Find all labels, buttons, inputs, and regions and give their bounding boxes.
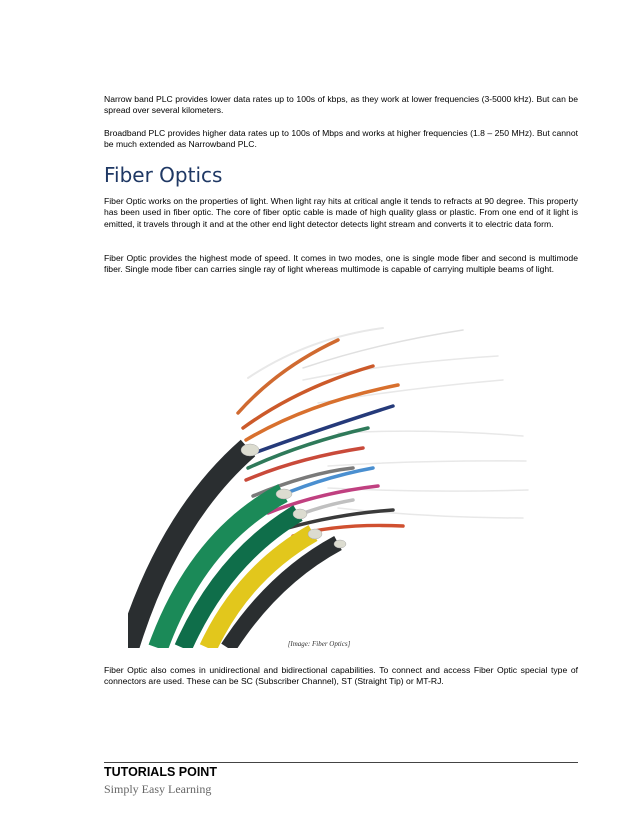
paragraph-fiber-modes: Fiber Optic provides the highest mode of speed. It comes in two modes, one is single mode fiber and second is multimode fiber. Single mode fiber can carries single ray of light whereas multimode is capable of carrying multiple beams of light. (104, 253, 578, 275)
fiber-optic-cable-image (128, 318, 560, 648)
figure-caption: [Image: Fiber Optics] (287, 640, 351, 648)
paragraph-fiber-connectors: Fiber Optic also comes in unidirectional and bidirectional capabilities. To connect and access Fiber Optic special type of connectors are used. These can be SC (Subscriber Channel), ST (Straight Tip) or MT-RJ. (104, 665, 578, 687)
footer-tagline: Simply Easy Learning (104, 782, 212, 796)
footer-divider (104, 762, 578, 763)
footer-brand: TUTORIALS POINT (104, 765, 217, 779)
section-heading: Fiber Optics (104, 163, 223, 187)
paragraph-narrowband-plc: Narrow band PLC provides lower data rates up to 100s of kbps, as they work at lower frequencies (3-5000 kHz). But can be spread over several kilometers. (104, 94, 578, 116)
paragraph-broadband-plc: Broadband PLC provides higher data rates up to 100s of Mbps and works at higher frequencies (1.8 – 250 MHz). But cannot be much extended as Narrowband PLC. (104, 128, 578, 150)
paragraph-fiber-intro: Fiber Optic works on the properties of light. When light ray hits at critical angle it tends to refracts at 90 degree. This property has been used in fiber optic. The core of fiber optic cable is made of high quality glass or plastic. From one end of it light is emitted, it travels through it and at the other end light detector detects light stream and converts it to electric data form. (104, 196, 578, 229)
